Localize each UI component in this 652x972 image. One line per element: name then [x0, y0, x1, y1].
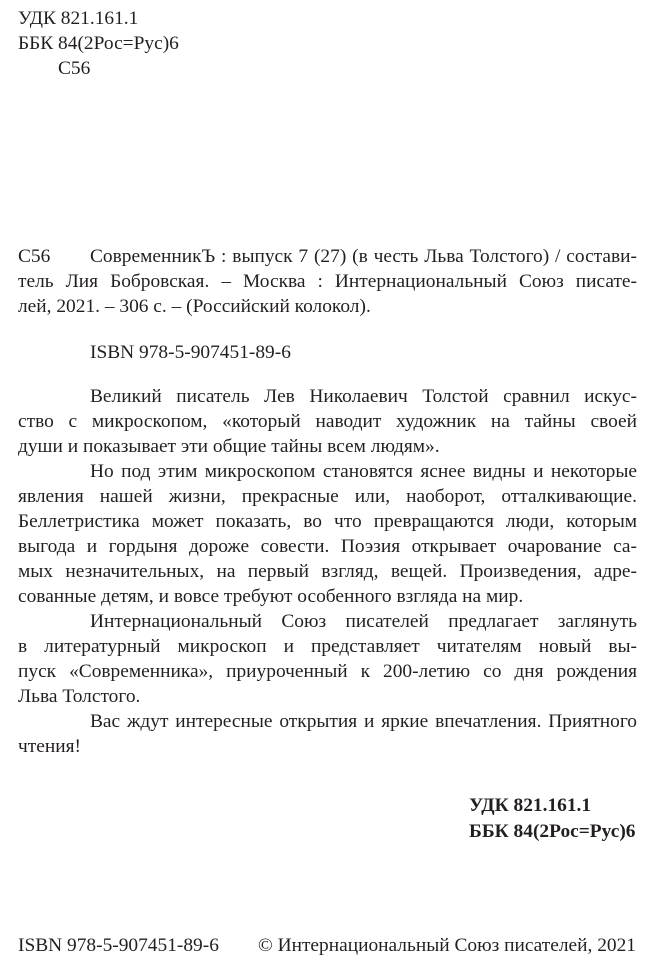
annotation-line: Великий писатель Лев Николаевич Толстой сравнил искус- — [90, 386, 637, 407]
annotation-line: явления нашей жизни, прекрасные или, наоборот, отталкивающие. — [18, 486, 637, 507]
header-bbk: ББК 84(2Рос=Рус)6 — [18, 33, 179, 54]
annotation-line: души и показывает эти общие тайны всем людям». — [18, 436, 440, 457]
bib-line-2: тель Лия Бобровская. – Москва : Интернациональный Союз писате- — [18, 271, 637, 292]
header-udk: УДК 821.161.1 — [18, 8, 139, 29]
footer-isbn: ISBN 978-5-907451-89-6 — [18, 935, 219, 956]
bib-line-3: лей, 2021. – 306 с. – (Российский колокол). — [18, 296, 371, 317]
annotation-line: Но под этим микроскопом становятся яснее видны и некоторые — [90, 461, 637, 482]
annotation-line: Льва Толстого. — [18, 686, 141, 707]
annotation-line: Вас ждут интересные открытия и яркие впечатления. Приятного — [90, 711, 637, 732]
bib-line-1: СовременникЪ : выпуск 7 (27) (в честь Льва Толстого) / состави- — [90, 246, 637, 267]
annotation-line: Интернациональный Союз писателей предлагает заглянуть — [90, 611, 637, 632]
bib-isbn: ISBN 978-5-907451-89-6 — [90, 342, 291, 363]
annotation-line: в литературный микроскоп и представляет читателям новый вы- — [18, 636, 637, 657]
annotation-line: Беллетристика может показать, во что превращаются люди, которым — [18, 511, 637, 532]
classification-bbk: ББК 84(2Рос=Рус)6 — [469, 821, 636, 842]
annotation-line: ство с микроскопом, «который наводит художник на тайны своей — [18, 411, 637, 432]
annotation-line: выгода и гордыня дороже совести. Поэзия открывает очарование са- — [18, 536, 637, 557]
annotation-line: пуск «Современника», приуроченный к 200-летию со дня рождения — [18, 661, 637, 682]
footer-copyright: © Интернациональный Союз писателей, 2021 — [257, 935, 636, 956]
annotation-line: сованные детям, и вовсе требуют особенного взгляда на мир. — [18, 586, 524, 607]
classification-udk: УДК 821.161.1 — [469, 795, 592, 816]
annotation-line: чтения! — [18, 736, 81, 757]
header-author-mark: С56 — [58, 58, 91, 79]
annotation-line: мых незначительных, на первый взгляд, вещей. Произведения, адре- — [18, 561, 637, 582]
bib-author-mark: С56 — [18, 246, 51, 267]
